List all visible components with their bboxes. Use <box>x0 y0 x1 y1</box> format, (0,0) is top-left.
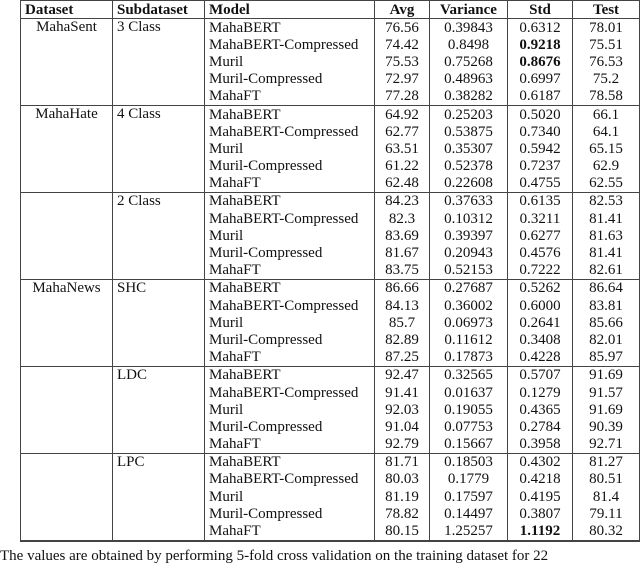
table-row <box>21 192 640 210</box>
test-cell: 81.27 <box>573 453 640 471</box>
test-cell: 90.39 <box>573 418 640 435</box>
table-row <box>21 19 640 37</box>
std-cell: 0.5262 <box>508 279 573 297</box>
std-cell-bold: 0.9218 <box>519 36 561 53</box>
std-cell: 0.2641 <box>508 314 573 331</box>
variance-cell: 0.18503 <box>430 453 508 471</box>
variance-cell: 0.39843 <box>430 19 508 37</box>
std-cell: 0.5707 <box>508 366 573 384</box>
std-cell: 0.4228 <box>508 349 573 367</box>
test-cell: 91.57 <box>573 384 640 401</box>
std-cell <box>508 36 573 53</box>
variance-cell: 0.37633 <box>430 192 508 210</box>
variance-cell: 0.19055 <box>430 401 508 418</box>
variance-cell: 0.32565 <box>430 366 508 384</box>
subdataset-cell: SHC <box>113 279 205 366</box>
test-cell: 75.51 <box>573 36 640 53</box>
variance-cell: 0.27687 <box>430 279 508 297</box>
std-cell: 0.6312 <box>508 19 573 37</box>
avg-cell: 63.51 <box>375 140 430 157</box>
variance-cell: 0.11612 <box>430 331 508 348</box>
std-cell: 0.7340 <box>508 123 573 140</box>
header-subdataset: Subdataset <box>113 1 205 19</box>
avg-cell: 92.79 <box>375 436 430 454</box>
dataset-cell: MahaHate <box>21 105 113 192</box>
model-cell: Muril-Compressed <box>205 505 375 522</box>
variance-cell: 0.38282 <box>430 88 508 106</box>
variance-cell: 0.25203 <box>430 105 508 123</box>
table-row <box>21 279 640 297</box>
avg-cell: 61.22 <box>375 158 430 175</box>
test-cell: 79.11 <box>573 505 640 522</box>
model-cell: Muril <box>205 53 375 70</box>
std-cell: 0.5942 <box>508 140 573 157</box>
avg-cell: 84.13 <box>375 297 430 314</box>
variance-cell: 0.36002 <box>430 297 508 314</box>
variance-cell: 0.1779 <box>430 471 508 488</box>
variance-cell: 0.10312 <box>430 210 508 227</box>
test-cell: 64.1 <box>573 123 640 140</box>
std-cell: 0.6997 <box>508 71 573 88</box>
subdataset-cell: 2 Class <box>113 192 205 279</box>
test-cell: 66.1 <box>573 105 640 123</box>
dataset-cell: MahaSent <box>21 19 113 106</box>
model-cell: Muril-Compressed <box>205 418 375 435</box>
test-cell: 91.69 <box>573 366 640 384</box>
avg-cell: 75.53 <box>375 53 430 70</box>
header-row <box>21 1 640 19</box>
test-cell: 78.01 <box>573 19 640 37</box>
model-cell: MahaBERT-Compressed <box>205 297 375 314</box>
model-cell: Muril-Compressed <box>205 158 375 175</box>
table-row <box>21 366 640 384</box>
model-cell: MahaBERT-Compressed <box>205 36 375 53</box>
test-cell: 75.2 <box>573 71 640 88</box>
results-table <box>20 0 640 542</box>
model-cell: MahaBERT <box>205 366 375 384</box>
test-cell: 86.64 <box>573 279 640 297</box>
avg-cell: 81.71 <box>375 453 430 471</box>
subdataset-cell: LPC <box>113 453 205 540</box>
std-cell: 0.4302 <box>508 453 573 471</box>
test-cell: 85.66 <box>573 314 640 331</box>
std-cell: 0.2784 <box>508 418 573 435</box>
header-test: Test <box>573 1 640 19</box>
std-cell: 0.6135 <box>508 192 573 210</box>
test-cell: 81.63 <box>573 227 640 244</box>
std-cell: 0.4755 <box>508 175 573 193</box>
test-cell: 81.41 <box>573 244 640 261</box>
variance-cell: 0.53875 <box>430 123 508 140</box>
avg-cell: 84.23 <box>375 192 430 210</box>
std-cell: 0.3958 <box>508 436 573 454</box>
header-variance: Variance <box>430 1 508 19</box>
subdataset-cell: 3 Class <box>113 19 205 106</box>
variance-cell: 0.8498 <box>430 36 508 53</box>
subdataset-cell: 4 Class <box>113 105 205 192</box>
std-cell: 0.3211 <box>508 210 573 227</box>
avg-cell: 87.25 <box>375 349 430 367</box>
test-cell: 62.9 <box>573 158 640 175</box>
avg-cell: 92.03 <box>375 401 430 418</box>
variance-cell: 0.17873 <box>430 349 508 367</box>
test-cell: 65.15 <box>573 140 640 157</box>
avg-cell: 86.66 <box>375 279 430 297</box>
variance-cell: 0.39397 <box>430 227 508 244</box>
variance-cell: 0.06973 <box>430 314 508 331</box>
avg-cell: 74.42 <box>375 36 430 53</box>
test-cell: 85.97 <box>573 349 640 367</box>
avg-cell: 81.19 <box>375 488 430 505</box>
variance-cell: 0.15667 <box>430 436 508 454</box>
variance-cell: 0.20943 <box>430 244 508 261</box>
std-cell: 0.5020 <box>508 105 573 123</box>
model-cell: MahaBERT <box>205 19 375 37</box>
test-cell: 80.51 <box>573 471 640 488</box>
test-cell: 83.81 <box>573 297 640 314</box>
std-cell: 0.6000 <box>508 297 573 314</box>
model-cell: MahaFT <box>205 436 375 454</box>
avg-cell: 91.04 <box>375 418 430 435</box>
test-cell: 92.71 <box>573 436 640 454</box>
avg-cell: 76.56 <box>375 19 430 37</box>
variance-cell: 0.75268 <box>430 53 508 70</box>
std-cell: 0.4218 <box>508 471 573 488</box>
std-cell: 0.7237 <box>508 158 573 175</box>
variance-cell: 0.17597 <box>430 488 508 505</box>
test-cell: 76.53 <box>573 53 640 70</box>
model-cell: Muril <box>205 401 375 418</box>
model-cell: MahaBERT <box>205 279 375 297</box>
table-row <box>21 105 640 123</box>
std-cell: 0.6187 <box>508 88 573 106</box>
avg-cell: 83.75 <box>375 262 430 280</box>
variance-cell: 0.07753 <box>430 418 508 435</box>
test-cell: 78.58 <box>573 88 640 106</box>
model-cell: MahaBERT <box>205 105 375 123</box>
avg-cell: 91.41 <box>375 384 430 401</box>
avg-cell: 62.77 <box>375 123 430 140</box>
variance-cell: 0.48963 <box>430 71 508 88</box>
std-cell <box>508 522 573 540</box>
std-cell-bold: 1.1192 <box>519 523 561 540</box>
std-cell: 0.7222 <box>508 262 573 280</box>
dataset-cell: MahaNews <box>21 279 113 366</box>
avg-cell: 83.69 <box>375 227 430 244</box>
header-dataset: Dataset <box>21 1 113 19</box>
subdataset-cell: LDC <box>113 366 205 453</box>
model-cell: Muril-Compressed <box>205 71 375 88</box>
avg-cell: 80.15 <box>375 522 430 540</box>
table-caption: The values are obtained by performing 5-fold cross validation on the training dataset for 22 <box>0 548 549 564</box>
model-cell: Muril <box>205 140 375 157</box>
header-avg: Avg <box>375 1 430 19</box>
test-cell: 82.53 <box>573 192 640 210</box>
std-cell: 0.1279 <box>508 384 573 401</box>
model-cell: MahaFT <box>205 262 375 280</box>
variance-cell: 0.52153 <box>430 262 508 280</box>
avg-cell: 62.48 <box>375 175 430 193</box>
model-cell: Muril-Compressed <box>205 244 375 261</box>
std-cell: 0.4365 <box>508 401 573 418</box>
table-row <box>21 453 640 471</box>
avg-cell: 82.89 <box>375 331 430 348</box>
std-cell: 0.4195 <box>508 488 573 505</box>
header-model: Model <box>205 1 375 19</box>
model-cell: MahaBERT-Compressed <box>205 384 375 401</box>
model-cell: MahaFT <box>205 522 375 540</box>
model-cell: MahaFT <box>205 88 375 106</box>
model-cell: Muril <box>205 488 375 505</box>
std-cell <box>508 53 573 70</box>
model-cell: MahaBERT <box>205 192 375 210</box>
std-cell-bold: 0.8676 <box>519 53 561 70</box>
variance-cell: 0.14497 <box>430 505 508 522</box>
test-cell: 82.01 <box>573 331 640 348</box>
model-cell: MahaBERT-Compressed <box>205 210 375 227</box>
test-cell: 62.55 <box>573 175 640 193</box>
model-cell: Muril <box>205 227 375 244</box>
model-cell: MahaBERT <box>205 453 375 471</box>
test-cell: 81.41 <box>573 210 640 227</box>
test-cell: 82.61 <box>573 262 640 280</box>
test-cell: 81.4 <box>573 488 640 505</box>
variance-cell: 0.35307 <box>430 140 508 157</box>
model-cell: Muril <box>205 314 375 331</box>
avg-cell: 92.47 <box>375 366 430 384</box>
avg-cell: 72.97 <box>375 71 430 88</box>
avg-cell: 64.92 <box>375 105 430 123</box>
test-cell: 91.69 <box>573 401 640 418</box>
model-cell: MahaFT <box>205 349 375 367</box>
dataset-cell <box>21 453 113 540</box>
std-cell: 0.6277 <box>508 227 573 244</box>
model-cell: MahaFT <box>205 175 375 193</box>
std-cell: 0.4576 <box>508 244 573 261</box>
avg-cell: 78.82 <box>375 505 430 522</box>
test-cell: 80.32 <box>573 522 640 540</box>
avg-cell: 80.03 <box>375 471 430 488</box>
avg-cell: 82.3 <box>375 210 430 227</box>
std-cell: 0.3408 <box>508 331 573 348</box>
variance-cell: 0.22608 <box>430 175 508 193</box>
model-cell: Muril-Compressed <box>205 331 375 348</box>
avg-cell: 77.28 <box>375 88 430 106</box>
dataset-cell <box>21 192 113 279</box>
avg-cell: 81.67 <box>375 244 430 261</box>
model-cell: MahaBERT-Compressed <box>205 471 375 488</box>
model-cell: MahaBERT-Compressed <box>205 123 375 140</box>
variance-cell: 0.01637 <box>430 384 508 401</box>
header-std: Std <box>508 1 573 19</box>
avg-cell: 85.7 <box>375 314 430 331</box>
std-cell: 0.3807 <box>508 505 573 522</box>
variance-cell: 1.25257 <box>430 522 508 540</box>
variance-cell: 0.52378 <box>430 158 508 175</box>
dataset-cell <box>21 366 113 453</box>
